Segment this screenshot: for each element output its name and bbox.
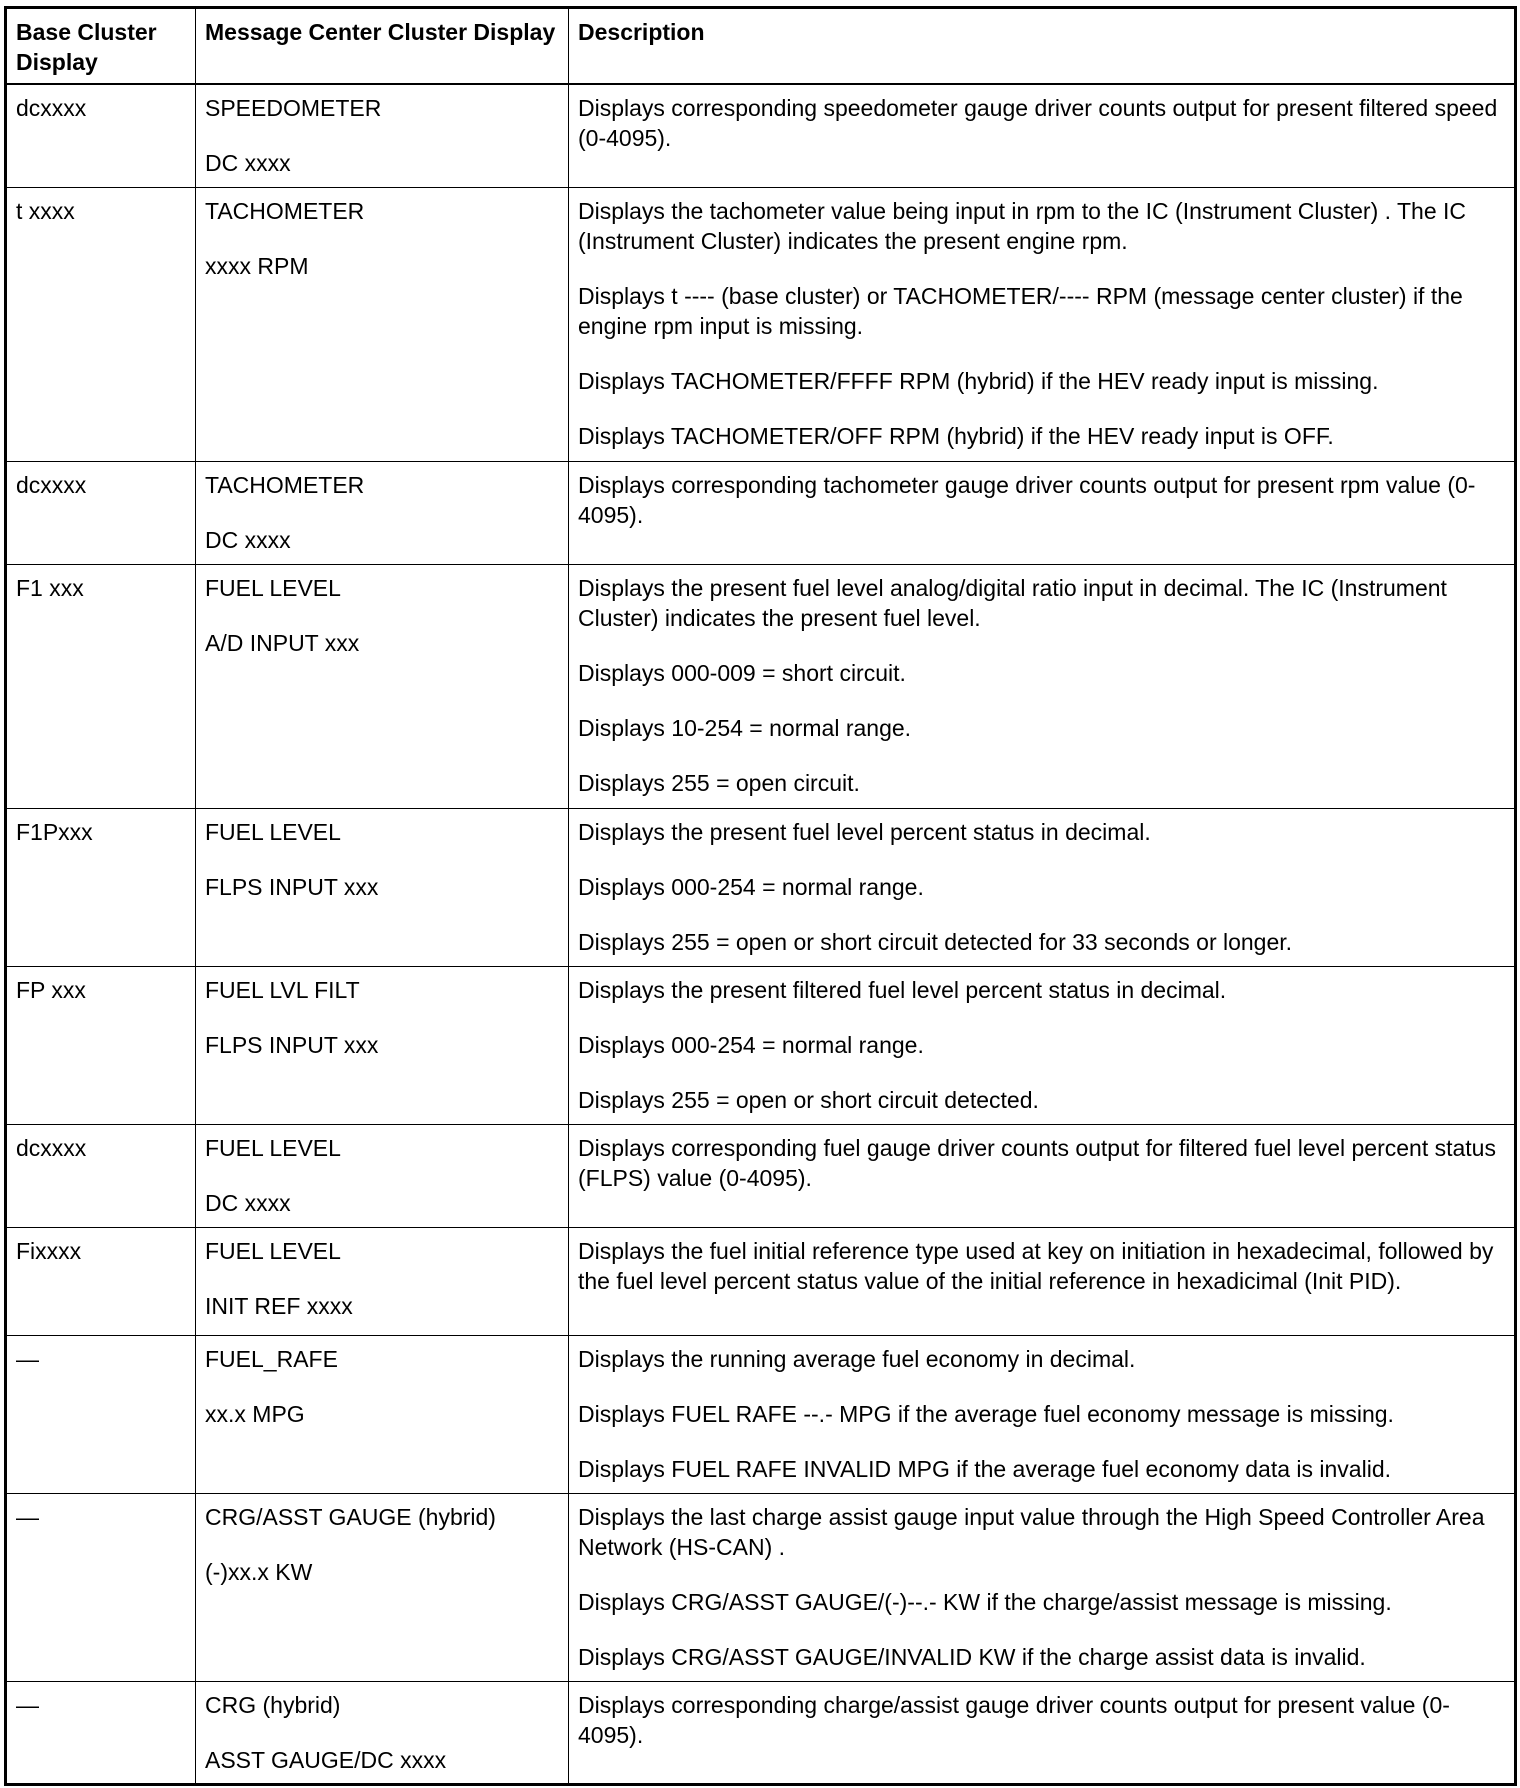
description-cell xyxy=(569,1227,1516,1335)
base-cell: dcxxxx xyxy=(6,1124,196,1227)
message-cell xyxy=(196,1493,569,1681)
description-cell xyxy=(569,187,1516,461)
description-cell xyxy=(569,84,1516,187)
description-paragraph: Displays CRG/ASST GAUGE/(-)--.- KW if the charge/assist message is missing. xyxy=(578,1588,1392,1615)
message-cell xyxy=(196,1227,569,1335)
header-message-center: Message Center Cluster Display xyxy=(196,8,569,85)
table-row xyxy=(6,966,1516,1124)
table-row xyxy=(6,1681,1516,1784)
message-cell xyxy=(196,1681,569,1784)
message-line: FUEL LVL FILT xyxy=(205,976,360,1003)
description-paragraph: Displays 000-009 = short circuit. xyxy=(578,659,906,686)
table-row xyxy=(6,1227,1516,1335)
message-line: DC xxxx xyxy=(205,150,291,176)
base-cell: F1Pxxx xyxy=(6,808,196,966)
description-paragraph: Displays CRG/ASST GAUGE/INVALID KW if the charge assist data is invalid. xyxy=(578,1643,1366,1670)
message-line: FUEL LEVEL xyxy=(205,1134,341,1161)
description-paragraph: Displays the running average fuel economy in decimal. xyxy=(578,1345,1136,1372)
description-cell xyxy=(569,1681,1516,1784)
description-paragraph: Displays TACHOMETER/OFF RPM (hybrid) if the HEV ready input is OFF. xyxy=(578,422,1334,449)
message-line: INIT REF xxxx xyxy=(205,1292,353,1319)
cluster-display-table xyxy=(4,6,1517,1786)
description-paragraph: Displays the present fuel level percent status in decimal. xyxy=(578,818,1151,845)
table-row xyxy=(6,1124,1516,1227)
message-cell xyxy=(196,564,569,808)
message-line: xxxx RPM xyxy=(205,252,309,279)
description-cell xyxy=(569,461,1516,564)
table-row xyxy=(6,1335,1516,1493)
message-line: ASST GAUGE/DC xxxx xyxy=(205,1746,447,1773)
description-paragraph: Displays corresponding fuel gauge driver counts output for filtered fuel level percent status (FLPS) value (0-4095). xyxy=(578,1134,1496,1191)
description-cell xyxy=(569,808,1516,966)
description-paragraph: Displays FUEL RAFE --.- MPG if the average fuel economy message is missing. xyxy=(578,1400,1394,1427)
description-paragraph: Displays t ---- (base cluster) or TACHOMETER/---- RPM (message center cluster) if the engine rpm input is missing. xyxy=(578,282,1463,339)
description-paragraph: Displays 000-254 = normal range. xyxy=(578,873,924,900)
table-row xyxy=(6,808,1516,966)
description-paragraph: Displays 000-254 = normal range. xyxy=(578,1031,924,1058)
base-cell: Fixxxx xyxy=(6,1227,196,1335)
description-cell xyxy=(569,1335,1516,1493)
base-cell: F1 xxx xyxy=(6,564,196,808)
base-cell: dcxxxx xyxy=(6,84,196,187)
message-line: CRG/ASST GAUGE (hybrid) xyxy=(205,1503,496,1530)
description-paragraph: Displays corresponding speedometer gauge driver counts output for present filtered speed (0-4095). xyxy=(578,95,1498,151)
description-paragraph: Displays the present filtered fuel level percent status in decimal. xyxy=(578,976,1227,1003)
base-cell: dcxxxx xyxy=(6,461,196,564)
message-line: (-)xx.x KW xyxy=(205,1558,313,1585)
message-line: DC xxxx xyxy=(205,526,291,553)
message-line: A/D INPUT xxx xyxy=(205,629,360,656)
table-row xyxy=(6,1493,1516,1681)
description-paragraph: Displays FUEL RAFE INVALID MPG if the average fuel economy data is invalid. xyxy=(578,1455,1391,1482)
description-paragraph: Displays the tachometer value being input in rpm to the IC (Instrument Cluster) . The IC (Instrument Cluster) indicates the present engine rpm. xyxy=(578,197,1467,254)
base-cell: — xyxy=(6,1335,196,1493)
message-line: CRG (hybrid) xyxy=(205,1691,341,1718)
description-cell xyxy=(569,966,1516,1124)
message-cell xyxy=(196,1335,569,1493)
table-row xyxy=(6,564,1516,808)
description-cell xyxy=(569,1124,1516,1227)
description-paragraph: Displays the last charge assist gauge input value through the High Speed Controller Area Network (HS-CAN) . xyxy=(578,1503,1485,1560)
description-paragraph: Displays corresponding charge/assist gauge driver counts output for present value (0-4095). xyxy=(578,1691,1450,1748)
header-row xyxy=(6,8,1516,85)
message-cell xyxy=(196,1124,569,1227)
header-base-cluster: Base Cluster Display xyxy=(6,8,196,85)
message-line: FLPS INPUT xxx xyxy=(205,873,379,900)
description-paragraph: Displays TACHOMETER/FFFF RPM (hybrid) if the HEV ready input is missing. xyxy=(578,367,1379,394)
base-cell: — xyxy=(6,1681,196,1784)
base-cell: t xxxx xyxy=(6,187,196,461)
description-paragraph: Displays 10-254 = normal range. xyxy=(578,714,912,741)
message-line: FUEL LEVEL xyxy=(205,1237,341,1264)
description-paragraph: Displays the present fuel level analog/digital ratio input in decimal. The IC (Instrument Cluster) indicates the present fuel level. xyxy=(578,574,1447,631)
base-cell: FP xxx xyxy=(6,966,196,1124)
message-line: TACHOMETER xyxy=(205,471,365,498)
message-line: SPEEDOMETER xyxy=(205,95,382,121)
message-cell xyxy=(196,966,569,1124)
table-row xyxy=(6,84,1516,187)
message-line: DC xxxx xyxy=(205,1189,291,1216)
message-cell xyxy=(196,187,569,461)
message-line: FUEL LEVEL xyxy=(205,818,341,845)
message-line: xx.x MPG xyxy=(205,1400,305,1427)
message-cell xyxy=(196,84,569,187)
message-cell xyxy=(196,808,569,966)
description-cell xyxy=(569,564,1516,808)
message-line: TACHOMETER xyxy=(205,197,365,224)
message-line: FUEL_RAFE xyxy=(205,1345,338,1372)
table-row xyxy=(6,187,1516,461)
description-paragraph: Displays 255 = open circuit. xyxy=(578,769,860,796)
description-paragraph: Displays 255 = open or short circuit detected. xyxy=(578,1086,1039,1113)
description-cell xyxy=(569,1493,1516,1681)
base-cell: — xyxy=(6,1493,196,1681)
header-description: Description xyxy=(569,8,1516,85)
message-cell xyxy=(196,461,569,564)
message-line: FUEL LEVEL xyxy=(205,574,341,601)
description-paragraph: Displays the fuel initial reference type used at key on initiation in hexadecimal, followed by the fuel level percent status value of the initial reference in hexadicimal (Init PID). xyxy=(578,1237,1494,1294)
message-line: FLPS INPUT xxx xyxy=(205,1031,379,1058)
table-row xyxy=(6,461,1516,564)
description-paragraph: Displays corresponding tachometer gauge driver counts output for present rpm value (0-4095). xyxy=(578,471,1476,528)
description-paragraph: Displays 255 = open or short circuit detected for 33 seconds or longer. xyxy=(578,928,1293,955)
